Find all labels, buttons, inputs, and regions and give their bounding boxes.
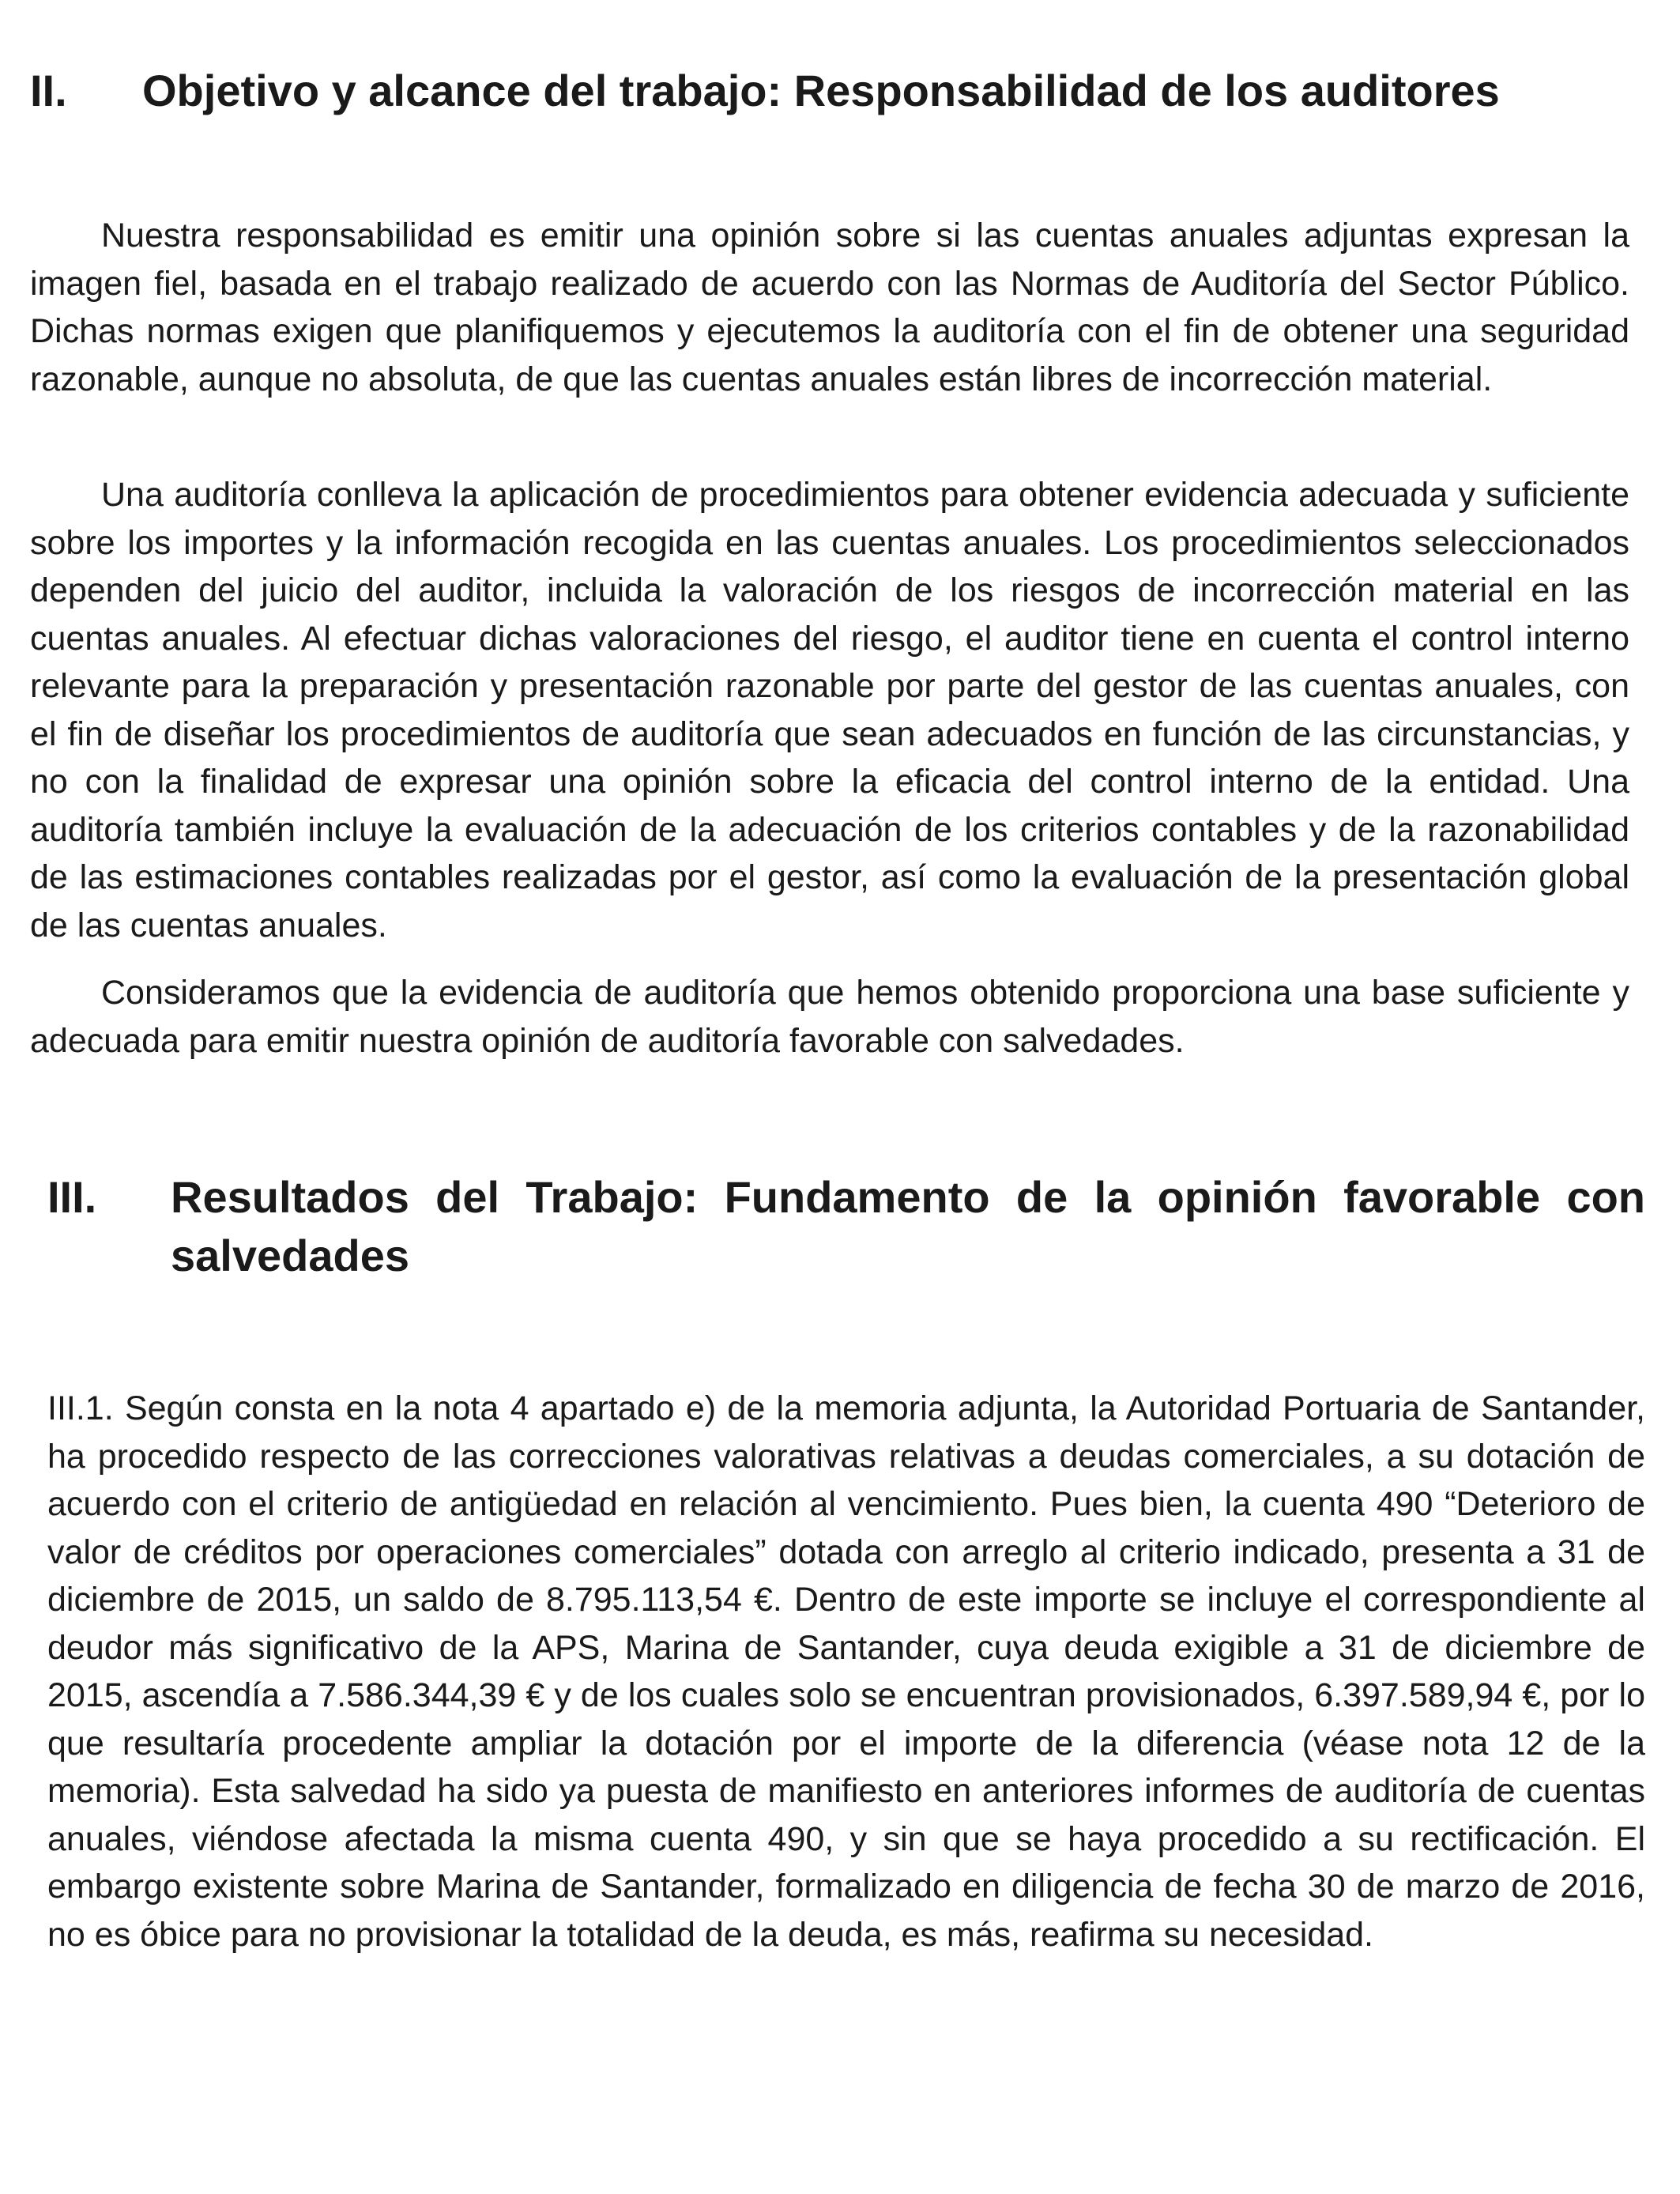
section-ii-title: Objetivo y alcance del trabajo: Responsabilidad de los auditores [142,66,1500,115]
section-ii-heading [30,62,1642,120]
section-ii-number: II. [30,66,67,115]
section-iii-paragraph-1: III.1. Según consta en la nota 4 apartado e) de la memoria adjunta, la Autoridad Portuaria de Santander, ha procedido respecto de las correcciones valorativas relativas a deudas comerciales, a su dotación de acuerdo con el criterio de antigüedad en relación al vencimiento. Pues bien, la cuenta 490 “Deterioro de valor de créditos por operaciones comerciales” dotada con arreglo al criterio indicado, presenta a 31 de diciembre de 2015, un saldo de 8.795.113,54 €. Dentro de este importe se incluye el correspondiente al deudor más significativo de la APS, Marina de Santander, cuya deuda exigible a 31 de diciembre de 2015, ascendía a 7.586.344,39 € y de los cuales solo se encuentran provisionados, 6.397.589,94 €, por lo que resultaría procedente ampliar la dotación por el importe de la diferencia (véase nota 12 de la memoria). Esta salvedad ha sido ya puesta de manifiesto en anteriores informes de auditoría de cuentas anuales, viéndose afectada la misma cuenta 490, y sin que se haya procedido a su rectificación. El embargo existente sobre Marina de Santander, formalizado en diligencia de fecha 30 de marzo de 2016, no es óbice para no provisionar la totalidad de la deuda, es más, reafirma su necesidad. [47,1389,1645,1954]
section-ii-paragraph-2: Una auditoría conlleva la aplicación de procedimientos para obtener evidencia adecuada y suficiente sobre los importes y la información recogida en las cuentas anuales. Los procedimientos seleccionados dependen del juicio del auditor, incluida la valoración de los riesgos de incorrección material en las cuentas anuales. Al efectuar dichas valoraciones del riesgo, el auditor tiene en cuenta el control interno relevante para la preparación y presentación razonable por parte del gestor de las cuentas anuales, con el fin de diseñar los procedimientos de auditoría que sean adecuados en función de las circunstancias, y no con la finalidad de expresar una opinión sobre la eficacia del control interno de la entidad. Una auditoría también incluye la evaluación de la adecuación de los criterios contables y de la razonabilidad de las estimaciones contables realizadas por el gestor, así como la evaluación de la presentación global de las cuentas anuales. [30,476,1629,944]
section-iii-heading [47,1168,1645,1285]
section-ii-paragraph-3: Consideramos que la evidencia de auditoría que hemos obtenido proporciona una base suficiente y adecuada para emitir nuestra opinión de auditoría favorable con salvedades. [30,974,1629,1060]
section-ii-paragraph-1: Nuestra responsabilidad es emitir una opinión sobre si las cuentas anuales adjuntas expresan la imagen fiel, basada en el trabajo realizado de acuerdo con las Normas de Auditoría del Sector Público. Dichas normas exigen que planifiquemos y ejecutemos la auditoría con el fin de obtener una seguridad razonable, aunque no absoluta, de que las cuentas anuales están libres de incorrección material. [30,217,1629,398]
section-iii-title: Resultados del Trabajo: Fundamento de la opinión favorable con salvedades [171,1172,1645,1280]
section-iii-number: III. [47,1172,97,1222]
